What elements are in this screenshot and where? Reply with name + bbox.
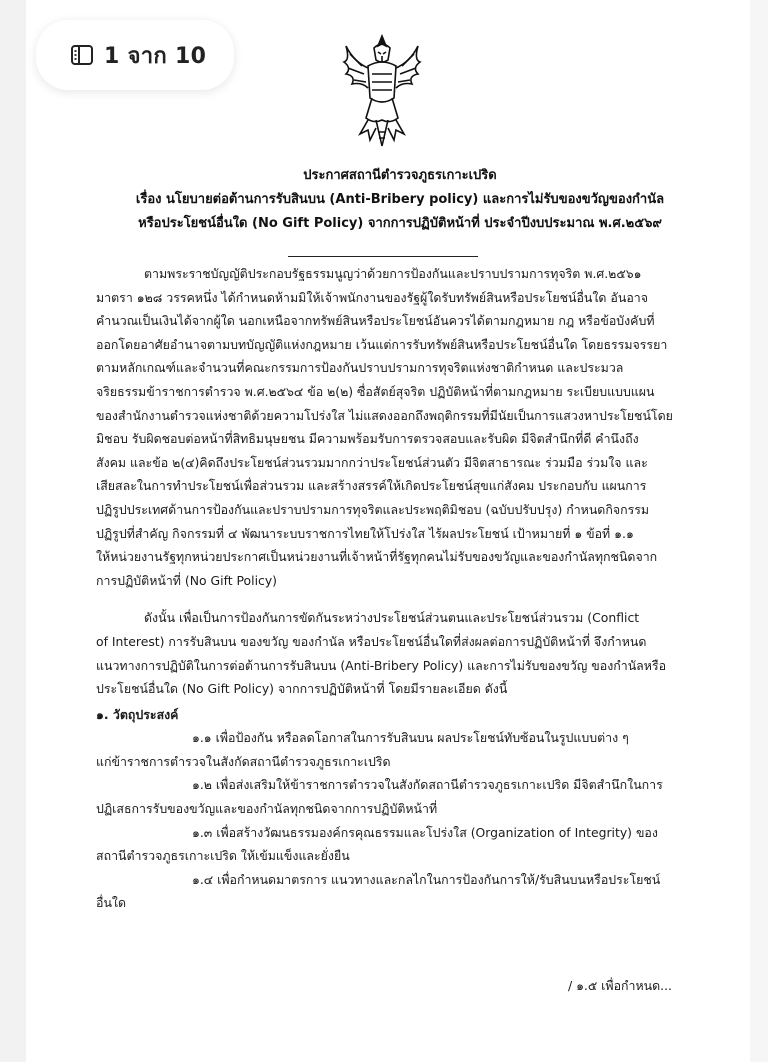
paragraph-2: ดังนั้น เพื่อเป็นการป้องกันการขัดกันระหว่างประโยชน์ส่วนตนและประโยชน์ส่วนรวม (Conflict of Interest) การรับสินบน ของขวัญ ของกำนัล หรือประโยชน์อื่นใดที่ส่งผลต่อการปฏิบัติหน้าที่ จึงกำหนด แนวทางการปฏิบัติในการต่อต้านการรับสินบน (Anti-Bribery Policy) และการไม่รับของขวัญ ของกำนัลหรือ ประโยชน์อื่นใด (No Gift Policy) จากการปฏิบัติหน้าที่ โดยมีรายละเอียด ดังนี้ (96, 610, 667, 697)
page-counter-label: 1 จาก 10 (104, 43, 207, 69)
objective-item: ๑.๑ เพื่อป้องกัน หรือลดโอกาสในการรับสินบน ผลประโยชน์ทับซ้อนในรูปแบบต่าง ๆ แก่ข้าราชการตำรวจในสังกัดสถานีตำรวจภูธรเกาะเปริด (96, 730, 629, 769)
viewer-right-margin (750, 0, 768, 1062)
document-body (96, 262, 682, 915)
objective-item: ๑.๔ เพื่อกำหนดมาตรการ แนวทางและกลไกในการป้องกันการให้/รับสินบนหรือประโยชน์ อื่นใด (96, 871, 661, 911)
objective-item: ๑.๓ เพื่อสร้างวัฒนธรรมองค์กรคุณธรรมและโปร่งใส (Organization of Integrity) ของ สถานีตำรวจภูธรเกาะเปริด ให้เข้มแข็งและยั่งยืน (96, 824, 658, 864)
title-divider (288, 256, 478, 257)
paragraph-1: ตามพระราชบัญญัติประกอบรัฐธรรมนูญว่าด้วยการป้องกันและปราบปรามการทุจริต พ.ศ.๒๕๖๑ มาตรา ๑๒๘ วรรคหนึ่ง ได้กำหนดห้ามมิให้เจ้าพนักงานของรัฐผู้ใดรับทรัพย์สินหรือประโยชน์อื่นใด อันอาจ คำนวณเป็นเงินได้จากผู้ใด นอกเหนือจากทรัพย์สินหรือประโยชน์อันควรได้ตามกฎหมาย กฎ หรือข้อบังคับที่ ออกโดยอาศัยอำนาจตามบทบัญญัติแห่งกฎหมาย เว้นแต่การรับทรัพย์สินหรือประโยชน์อื่นใด โดยธรรมจรรยา ตามหลักเกณฑ์และจำนวนที่คณะกรรมการป้องกันปราบปรามการทุจริตแห่งชาติกำหนด และประมวล จริยธรรมข้าราชการตำรวจ พ.ศ.๒๕๖๔ ข้อ ๒(๒) ซื่อสัตย์สุจริต ปฏิบัติหน้าที่ตามกฎหมาย ระเบียบแบบแผน ของสำนักงานตำรวจแห่งชาติด้วยความโปร่งใส ไม่แสดงออกถึงพฤติกรรมที่มีนัยเป็นการแสวงหาประโยชน์โดย มิชอบ รับผิดชอบต่อหน้าที่สิทธิมนุษยชน มีความพร้อมรับการตรวจสอบและรับผิด มีจิตสำนึกที่ดี คำนึงถึง สังคม และข้อ ๒(๔)คิดถึงประโยชน์ส่วนรวมมากกว่าประโยชน์ส่วนตัว มีจิตสาธารณะ ร่วมมือ ร่วมใจ และ เสียสละในการทำประโยชน์เพื่อส่วนรวม และสร้างสรรค์ให้เกิดประโยชน์สุขแก่สังคม ประกอบกับ แผนการ ปฏิรูปประเทศด้านการป้องกันและปราบปรามการทุจริตและประพฤติมิชอบ (ฉบับปรับปรุง) กำหนดกิจกรรม ปฏิรูปที่สำคัญ กิจกรรมที่ ๔ พัฒนาระบบราชการไทยให้โปร่งใส ไร้ผลประโยชน์ เป้าหมายที่ ๑ ข้อที่ ๑.๑ ให้หน่วยงานรัฐทุกหน่วยประกาศเป็นหน่วยงานที่เจ้าหน้าที่รัฐทุกคนไม่รับของขวัญและของกำนัลทุกชนิดจาก การปฏิบัติหน้าที่ (No Gift Policy) (96, 266, 673, 588)
announcement-title: ประกาศสถานีตำรวจภูธรเกาะเปริด (303, 168, 497, 183)
section-heading: ๑. วัตถุประสงค์ (96, 706, 179, 722)
page-counter[interactable] (36, 20, 234, 90)
viewer-left-margin (0, 0, 26, 1062)
announcement-subject-line-1: เรื่อง นโยบายต่อต้านการรับสินบน (Anti-Bribery policy) และการไม่รับของขวัญของกำนัล (135, 192, 665, 207)
garuda-emblem (338, 32, 426, 152)
continuation-reference: / ๑.๕ เพื่อกำหนด... (567, 978, 672, 993)
objective-item: ๑.๒ เพื่อส่งเสริมให้ข้าราชการตำรวจในสังกัดสถานีตำรวจภูธรเกาะเปริด มีจิตสำนึกในการ ปฏิเสธการรับของขวัญและของกำนัลทุกชนิดจากการปฏิบัติหน้าที่ (96, 777, 663, 817)
sidebar-thumbnails-icon (70, 44, 94, 66)
announcement-subject-line-2: หรือประโยชน์อื่นใด (No Gift Policy) จากการปฏิบัติหน้าที่ ประจำปีงบประมาณ พ.ศ.๒๕๖๙ (138, 216, 662, 231)
